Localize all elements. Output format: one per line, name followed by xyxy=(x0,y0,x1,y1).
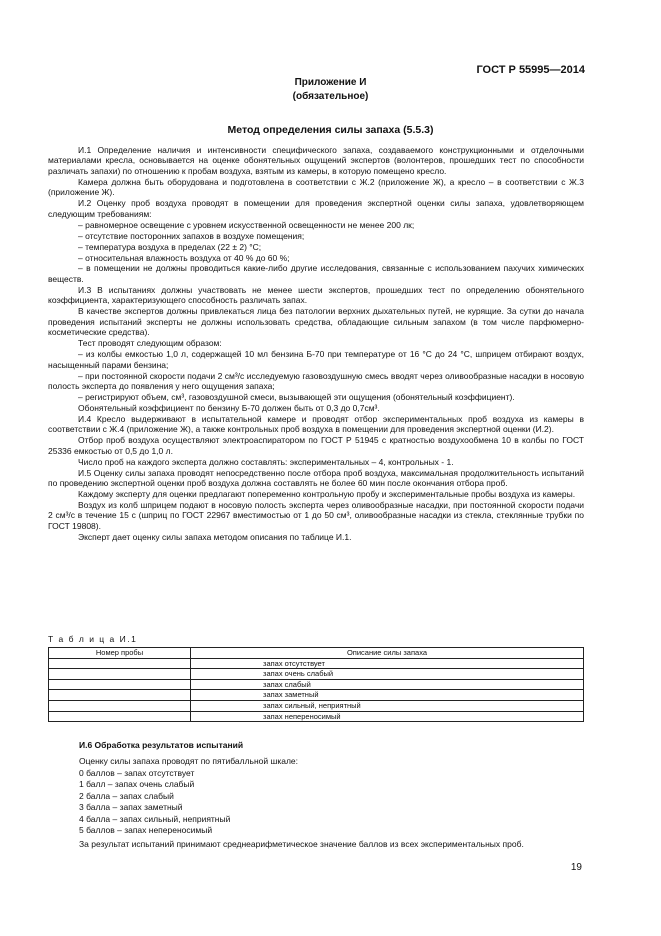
paragraph: Воздух из колб шприцем подают в носовую полость эксперта через оливообразные насадки, при постоянной скорости подачи 2 см³/с в течение 15 с (шприц по ГОСТ 22967 вместимостью от 1 до 50 см³, оливообразные насадки из стекла, стеклянные трубки по ГОСТ 19808). xyxy=(48,499,584,531)
table-row xyxy=(49,658,584,669)
paragraph: Каждому эксперту для оценки предлагают попеременно контрольную пробу и экспериментальные пробы воздуха из камеры. xyxy=(78,489,576,499)
table-cell xyxy=(49,690,191,701)
appendix-status: (обязательное) xyxy=(292,91,369,102)
column-header: Описание силы запаха xyxy=(191,648,584,659)
paragraph: Тест проводят следующим образом: xyxy=(78,338,222,349)
table-row xyxy=(49,700,584,711)
list-item: – в помещении не должны проводиться какие-либо другие исследования, связанные с использованием пахучих химических веществ. xyxy=(48,263,584,284)
table-cell: запах слабый xyxy=(191,679,584,690)
scale-item: 1 балл – запах очень слабый xyxy=(79,779,195,789)
section-heading: И.6 Обработка результатов испытаний xyxy=(79,740,244,750)
table-row xyxy=(49,679,584,690)
list-item: – температура воздуха в пределах (22 ± 2) °С; xyxy=(78,241,262,252)
table-row xyxy=(49,690,584,701)
scale-item: 4 балла – запах сильный, неприятный xyxy=(79,813,231,824)
conclusion-text: За результат испытаний принимают среднеарифметическое значение баллов из всех экспериментальных проб. xyxy=(79,839,524,849)
scale-item: 3 балла – запах заметный xyxy=(79,802,183,812)
paragraph: Эксперт дает оценку силы запаха методом описания по таблице И.1. xyxy=(78,531,352,542)
body-text xyxy=(48,145,584,543)
appendix-label: Приложение И xyxy=(294,77,367,88)
odor-table xyxy=(48,647,584,722)
table-cell: запах отсутствует xyxy=(191,658,584,669)
table-cell: запах непереносимый xyxy=(191,711,584,722)
scale-intro: Оценку силы запаха проводят по пятибалльной шкале: xyxy=(79,756,299,766)
column-header: Номер пробы xyxy=(49,648,191,659)
table-cell xyxy=(49,679,191,690)
list-item: – относительная влажность воздуха от 40 % до 60 %; xyxy=(78,252,290,263)
paragraph: И.5 Оценку силы запаха проводят непосредственно после отбора проб воздуха, максимальная продолжительность испытаний по проведению экспертной оценки проб воздуха должна составлять не более 60 мин после окончания отбора проб. xyxy=(48,467,584,489)
scale-item: 2 балла – запах слабый xyxy=(79,790,174,801)
list-item: – при постоянной скорости подачи 2 см³/с исследуемую газовоздушную смесь вводят через оливообразные насадки в носовую полость эксперта до появления у него ощущения запаха; xyxy=(48,370,584,391)
paragraph: Число проб на каждого эксперта должно составлять: экспериментальных – 4, контрольных - 1. xyxy=(78,456,454,467)
paragraph: Камера должна быть оборудована и подготовлена в соответствии с Ж.2 (приложение Ж), а кресло – в соответствии с Ж.3 (приложение Ж). xyxy=(48,176,584,198)
paragraph: И.1 Определение наличия и интенсивности специфического запаха, создаваемого конструкционными и отделочными материалами кресла, основывается на оценке обонятельных ощущений экспертов (волонтеров, прошедших тест по способности различать запахи) по отношению к пробам воздуха, взятым из камеры, в которую помещено кресло. xyxy=(48,145,584,176)
table-cell: запах заметный xyxy=(191,690,584,701)
table-row xyxy=(49,711,584,722)
list-item: – отсутствие посторонних запахов в воздухе помещения; xyxy=(78,230,305,241)
table-caption: Т а б л и ц а И.1 xyxy=(48,634,138,644)
paragraph: Обонятельный коэффициент по бензину Б-70 должен быть от 0,3 до 0,7см³. xyxy=(78,402,380,413)
paragraph: И.4 Кресло выдерживают в испытательной камере и проводят отбор экспериментальных проб воздуха из камеры в соответствии с Ж.4 (приложение Ж), а также контрольных проб воздуха в помещении для проведения экспертной оценки (И.2). xyxy=(48,413,584,435)
standard-number: ГОСТ Р 55995—2014 xyxy=(476,64,585,76)
page-number: 19 xyxy=(570,862,582,873)
table-cell xyxy=(49,669,191,680)
list-item: – регистрируют объем, см³, газовоздушной смеси, вызывающей эти ощущения (обонятельный коэффициент). xyxy=(78,391,515,402)
table-cell: запах сильный, неприятный xyxy=(191,700,584,711)
table-cell xyxy=(49,658,191,669)
paragraph: И.3 В испытаниях должны участвовать не менее шести экспертов, прошедших тест по определению обонятельного коэффициента, характеризующего способность различать запах. xyxy=(48,284,584,306)
paragraph: Отбор проб воздуха осуществляют электроаспиратором по ГОСТ Р 51945 с кратностью воздухообмена 10 в колбы по ГОСТ 25336 емкостью от 0,5 до 1,0 л. xyxy=(48,435,584,456)
table-row xyxy=(49,669,584,680)
table-cell xyxy=(49,700,191,711)
scale-item: 0 баллов – запах отсутствует xyxy=(79,767,195,778)
paragraph: И.2 Оценку проб воздуха проводят в помещении для проведения экспертной оценки силы запаха, удовлетворяющем следующим требованиям: xyxy=(48,198,584,219)
score-scale xyxy=(79,756,298,837)
list-item: – равномерное освещение с уровнем искусственной освещенности не менее 200 лк; xyxy=(78,219,415,230)
page-title: Метод определения силы запаха (5.5.3) xyxy=(227,124,434,136)
list-item: – из колбы емкостью 1,0 л, содержащей 10 мл бензина Б-70 при температуре от 16 °С до 24 °С, шприцем отбирают воздух, насыщенный парами бензина; xyxy=(48,349,584,370)
table-cell: запах очень слабый xyxy=(191,669,584,680)
paragraph: В качестве экспертов должны привлекаться лица без патологии верхних дыхательных путей, не курящие. За сутки до начала проведения испытаний эксперты не должны использовать средства, обладающие сильным запахом (в том числе парфюмерно-косметические средства). xyxy=(48,306,584,338)
table-cell xyxy=(49,711,191,722)
table-header-row xyxy=(49,648,584,659)
scale-item: 5 баллов – запах непереносимый xyxy=(79,825,213,835)
